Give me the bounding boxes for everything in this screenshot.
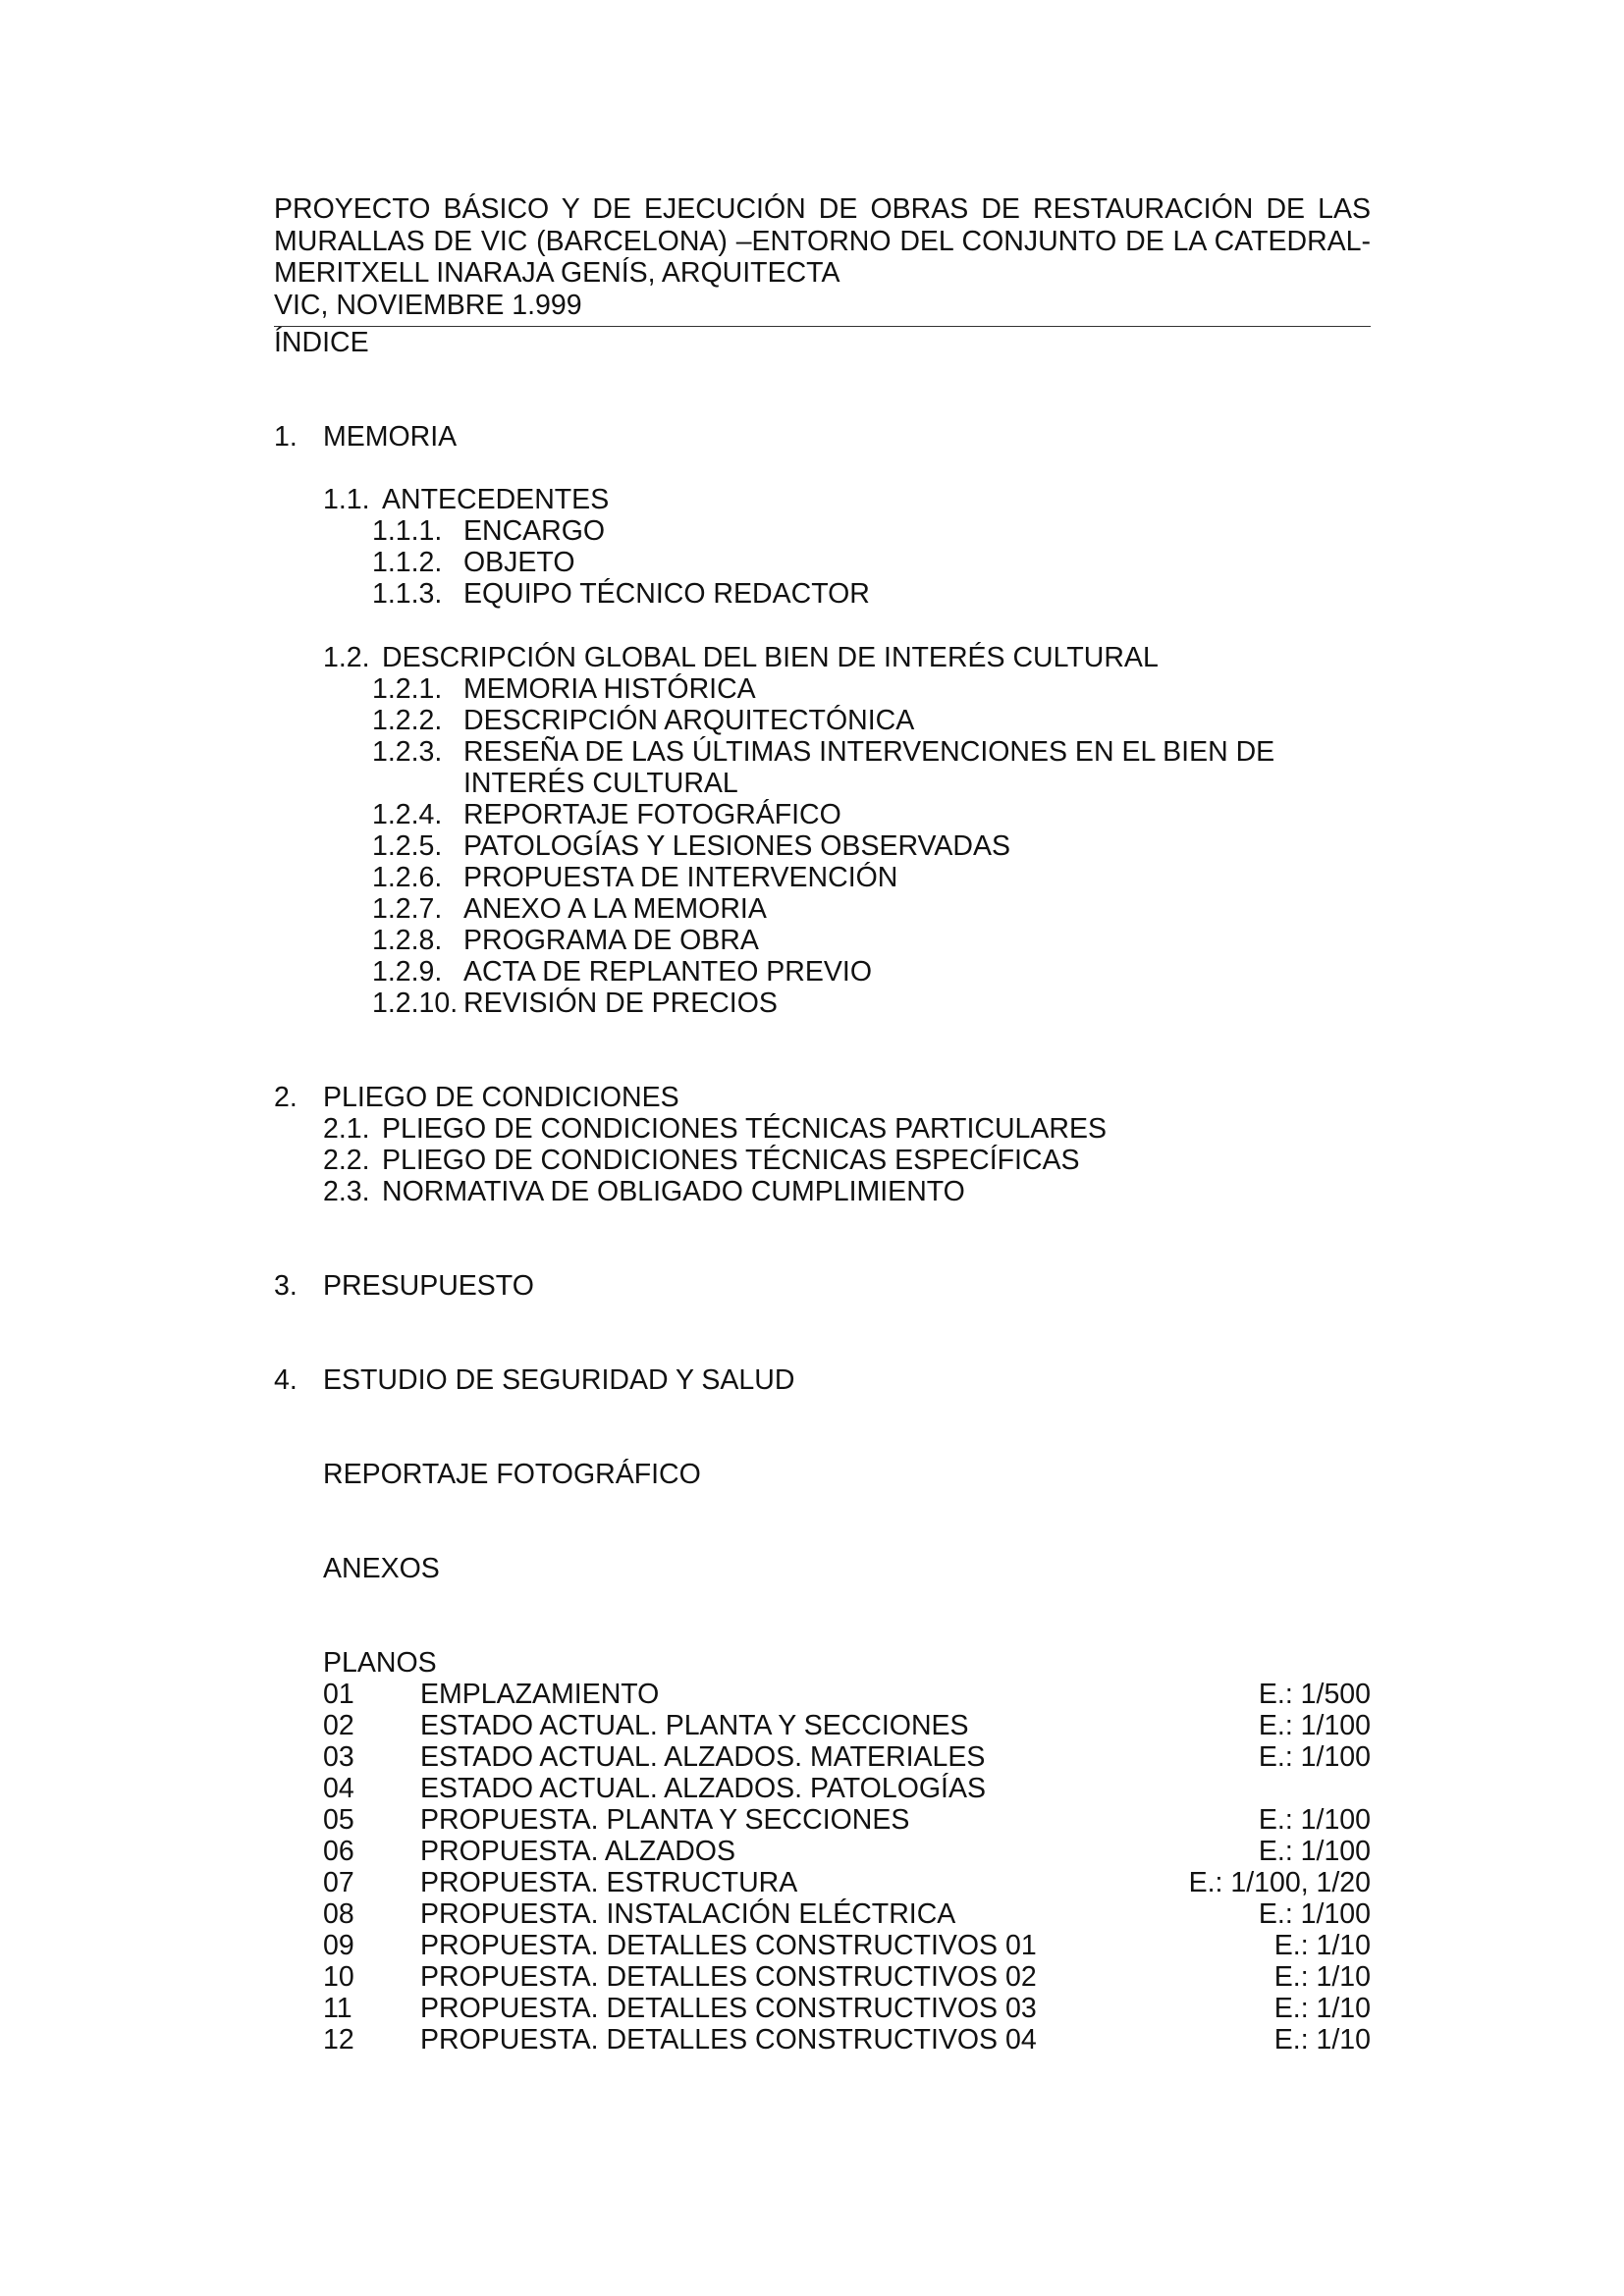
toc-label: INTERÉS CULTURAL xyxy=(463,768,738,799)
plano-label: ESTADO ACTUAL. ALZADOS. PATOLOGÍAS xyxy=(420,1773,986,1804)
toc-label: MEMORIA HISTÓRICA xyxy=(463,673,756,705)
toc-label: DESCRIPCIÓN GLOBAL DEL BIEN DE INTERÉS CULTURAL xyxy=(382,642,1159,673)
toc-planos-title: PLANOS xyxy=(323,1647,437,1679)
plano-number: 08 xyxy=(323,1898,354,1930)
header-line-4: VIC, NOVIEMBRE 1.999 xyxy=(274,289,582,321)
toc-number: 1.2.8. xyxy=(372,925,443,956)
plano-scale: E.: 1/100 xyxy=(1258,1710,1371,1741)
plano-number: 12 xyxy=(323,2024,354,2056)
plano-number: 02 xyxy=(323,1710,354,1741)
toc-number: 1.2.3. xyxy=(372,736,443,768)
document-header xyxy=(274,193,1371,321)
toc-number: 1.2.2. xyxy=(372,705,443,736)
plano-number: 03 xyxy=(323,1741,354,1773)
toc-number: 2.2. xyxy=(323,1145,370,1176)
plano-row xyxy=(323,1836,1371,1867)
plano-number: 01 xyxy=(323,1679,354,1710)
toc-label: REVISIÓN DE PRECIOS xyxy=(463,988,778,1019)
toc-label: PROGRAMA DE OBRA xyxy=(463,925,759,956)
plano-label: PROPUESTA. DETALLES CONSTRUCTIVOS 02 xyxy=(420,1961,1037,1993)
plano-scale: E.: 1/10 xyxy=(1273,2024,1371,2056)
toc-label: PROPUESTA DE INTERVENCIÓN xyxy=(463,862,898,893)
plano-number: 09 xyxy=(323,1930,354,1961)
toc-number: 1.1.3. xyxy=(372,578,443,610)
plano-row xyxy=(323,1773,1371,1804)
index-title: ÍNDICE xyxy=(274,327,369,358)
toc-number: 1.1.1. xyxy=(372,515,443,547)
plano-label: PROPUESTA. DETALLES CONSTRUCTIVOS 04 xyxy=(420,2024,1037,2056)
toc-label: NORMATIVA DE OBLIGADO CUMPLIMIENTO xyxy=(382,1176,965,1207)
toc-number: 1.2.10. xyxy=(372,988,459,1019)
plano-row xyxy=(323,1804,1371,1836)
plano-row xyxy=(323,1679,1371,1710)
header-line-2: MURALLAS DE VIC (BARCELONA) –ENTORNO DEL CONJUNTO DE LA CATEDRAL- xyxy=(274,225,1371,257)
toc-number: 4. xyxy=(274,1364,298,1396)
plano-label: PROPUESTA. PLANTA Y SECCIONES xyxy=(420,1804,910,1836)
plano-row xyxy=(323,1867,1371,1898)
toc-label: ANEXO A LA MEMORIA xyxy=(463,893,767,925)
plano-number: 11 xyxy=(323,1993,352,2024)
plano-scale: E.: 1/100 xyxy=(1258,1898,1371,1930)
plano-scale: E.: 1/10 xyxy=(1273,1930,1371,1961)
toc-label: PLIEGO DE CONDICIONES TÉCNICAS ESPECÍFICAS xyxy=(382,1145,1080,1176)
toc-number: 1.1.2. xyxy=(372,547,443,578)
toc-number: 1.2.7. xyxy=(372,893,443,925)
plano-label: EMPLAZAMIENTO xyxy=(420,1679,660,1710)
plano-label: ESTADO ACTUAL. PLANTA Y SECCIONES xyxy=(420,1710,969,1741)
toc-number: 1. xyxy=(274,421,298,453)
toc-label: PLIEGO DE CONDICIONES xyxy=(323,1082,679,1113)
toc-label: ANTECEDENTES xyxy=(382,484,610,515)
plano-number: 06 xyxy=(323,1836,354,1867)
plano-number: 10 xyxy=(323,1961,354,1993)
toc-number: 1.1. xyxy=(323,484,370,515)
toc-number: 2. xyxy=(274,1082,298,1113)
toc-label: PATOLOGÍAS Y LESIONES OBSERVADAS xyxy=(463,830,1011,862)
plano-label: PROPUESTA. ALZADOS xyxy=(420,1836,735,1867)
toc-label: ACTA DE REPLANTEO PREVIO xyxy=(463,956,872,988)
plano-label: PROPUESTA. ESTRUCTURA xyxy=(420,1867,798,1898)
plano-row xyxy=(323,1993,1371,2024)
toc-anexos: ANEXOS xyxy=(323,1553,440,1584)
toc-number: 1.2.1. xyxy=(372,673,443,705)
toc-label: PRESUPUESTO xyxy=(323,1270,534,1302)
plano-label: PROPUESTA. DETALLES CONSTRUCTIVOS 01 xyxy=(420,1930,1037,1961)
toc-label: PLIEGO DE CONDICIONES TÉCNICAS PARTICULARES xyxy=(382,1113,1107,1145)
plano-number: 05 xyxy=(323,1804,354,1836)
toc-reportaje: REPORTAJE FOTOGRÁFICO xyxy=(323,1459,701,1490)
toc-number: 2.1. xyxy=(323,1113,370,1145)
toc-label: REPORTAJE FOTOGRÁFICO xyxy=(463,799,841,830)
toc-label: EQUIPO TÉCNICO REDACTOR xyxy=(463,578,870,610)
plano-label: PROPUESTA. DETALLES CONSTRUCTIVOS 03 xyxy=(420,1993,1037,2024)
plano-row xyxy=(323,1710,1371,1741)
toc-number: 3. xyxy=(274,1270,298,1302)
plano-scale: E.: 1/100, 1/20 xyxy=(1188,1867,1371,1898)
plano-row xyxy=(323,1961,1371,1993)
toc-label: RESEÑA DE LAS ÚLTIMAS INTERVENCIONES EN EL BIEN DE xyxy=(463,736,1275,768)
toc-number: 1.2. xyxy=(323,642,370,673)
plano-scale: E.: 1/10 xyxy=(1273,1961,1371,1993)
plano-row xyxy=(323,2024,1371,2056)
header-divider xyxy=(274,326,1371,327)
toc-number: 2.3. xyxy=(323,1176,370,1207)
toc-label: OBJETO xyxy=(463,547,575,578)
toc-number: 1.2.6. xyxy=(372,862,443,893)
plano-scale: E.: 1/100 xyxy=(1258,1741,1371,1773)
header-line-1: PROYECTO BÁSICO Y DE EJECUCIÓN DE OBRAS DE RESTAURACIÓN DE LAS xyxy=(274,193,1371,225)
toc-label: DESCRIPCIÓN ARQUITECTÓNICA xyxy=(463,705,915,736)
toc-label: ESTUDIO DE SEGURIDAD Y SALUD xyxy=(323,1364,795,1396)
plano-label: ESTADO ACTUAL. ALZADOS. MATERIALES xyxy=(420,1741,986,1773)
plano-number: 07 xyxy=(323,1867,354,1898)
plano-scale: E.: 1/100 xyxy=(1258,1836,1371,1867)
toc-label: ENCARGO xyxy=(463,515,606,547)
plano-scale: E.: 1/500 xyxy=(1258,1679,1371,1710)
plano-label: PROPUESTA. INSTALACIÓN ELÉCTRICA xyxy=(420,1898,956,1930)
plano-row xyxy=(323,1898,1371,1930)
plano-row xyxy=(323,1930,1371,1961)
plano-number: 04 xyxy=(323,1773,354,1804)
plano-scale: E.: 1/100 xyxy=(1258,1804,1371,1836)
header-line-3: MERITXELL INARAJA GENÍS, ARQUITECTA xyxy=(274,257,840,289)
plano-row xyxy=(323,1741,1371,1773)
toc-number: 1.2.4. xyxy=(372,799,443,830)
toc-number: 1.2.9. xyxy=(372,956,443,988)
plano-scale: E.: 1/10 xyxy=(1273,1993,1371,2024)
toc-label: MEMORIA xyxy=(323,421,458,453)
toc-number: 1.2.5. xyxy=(372,830,443,862)
